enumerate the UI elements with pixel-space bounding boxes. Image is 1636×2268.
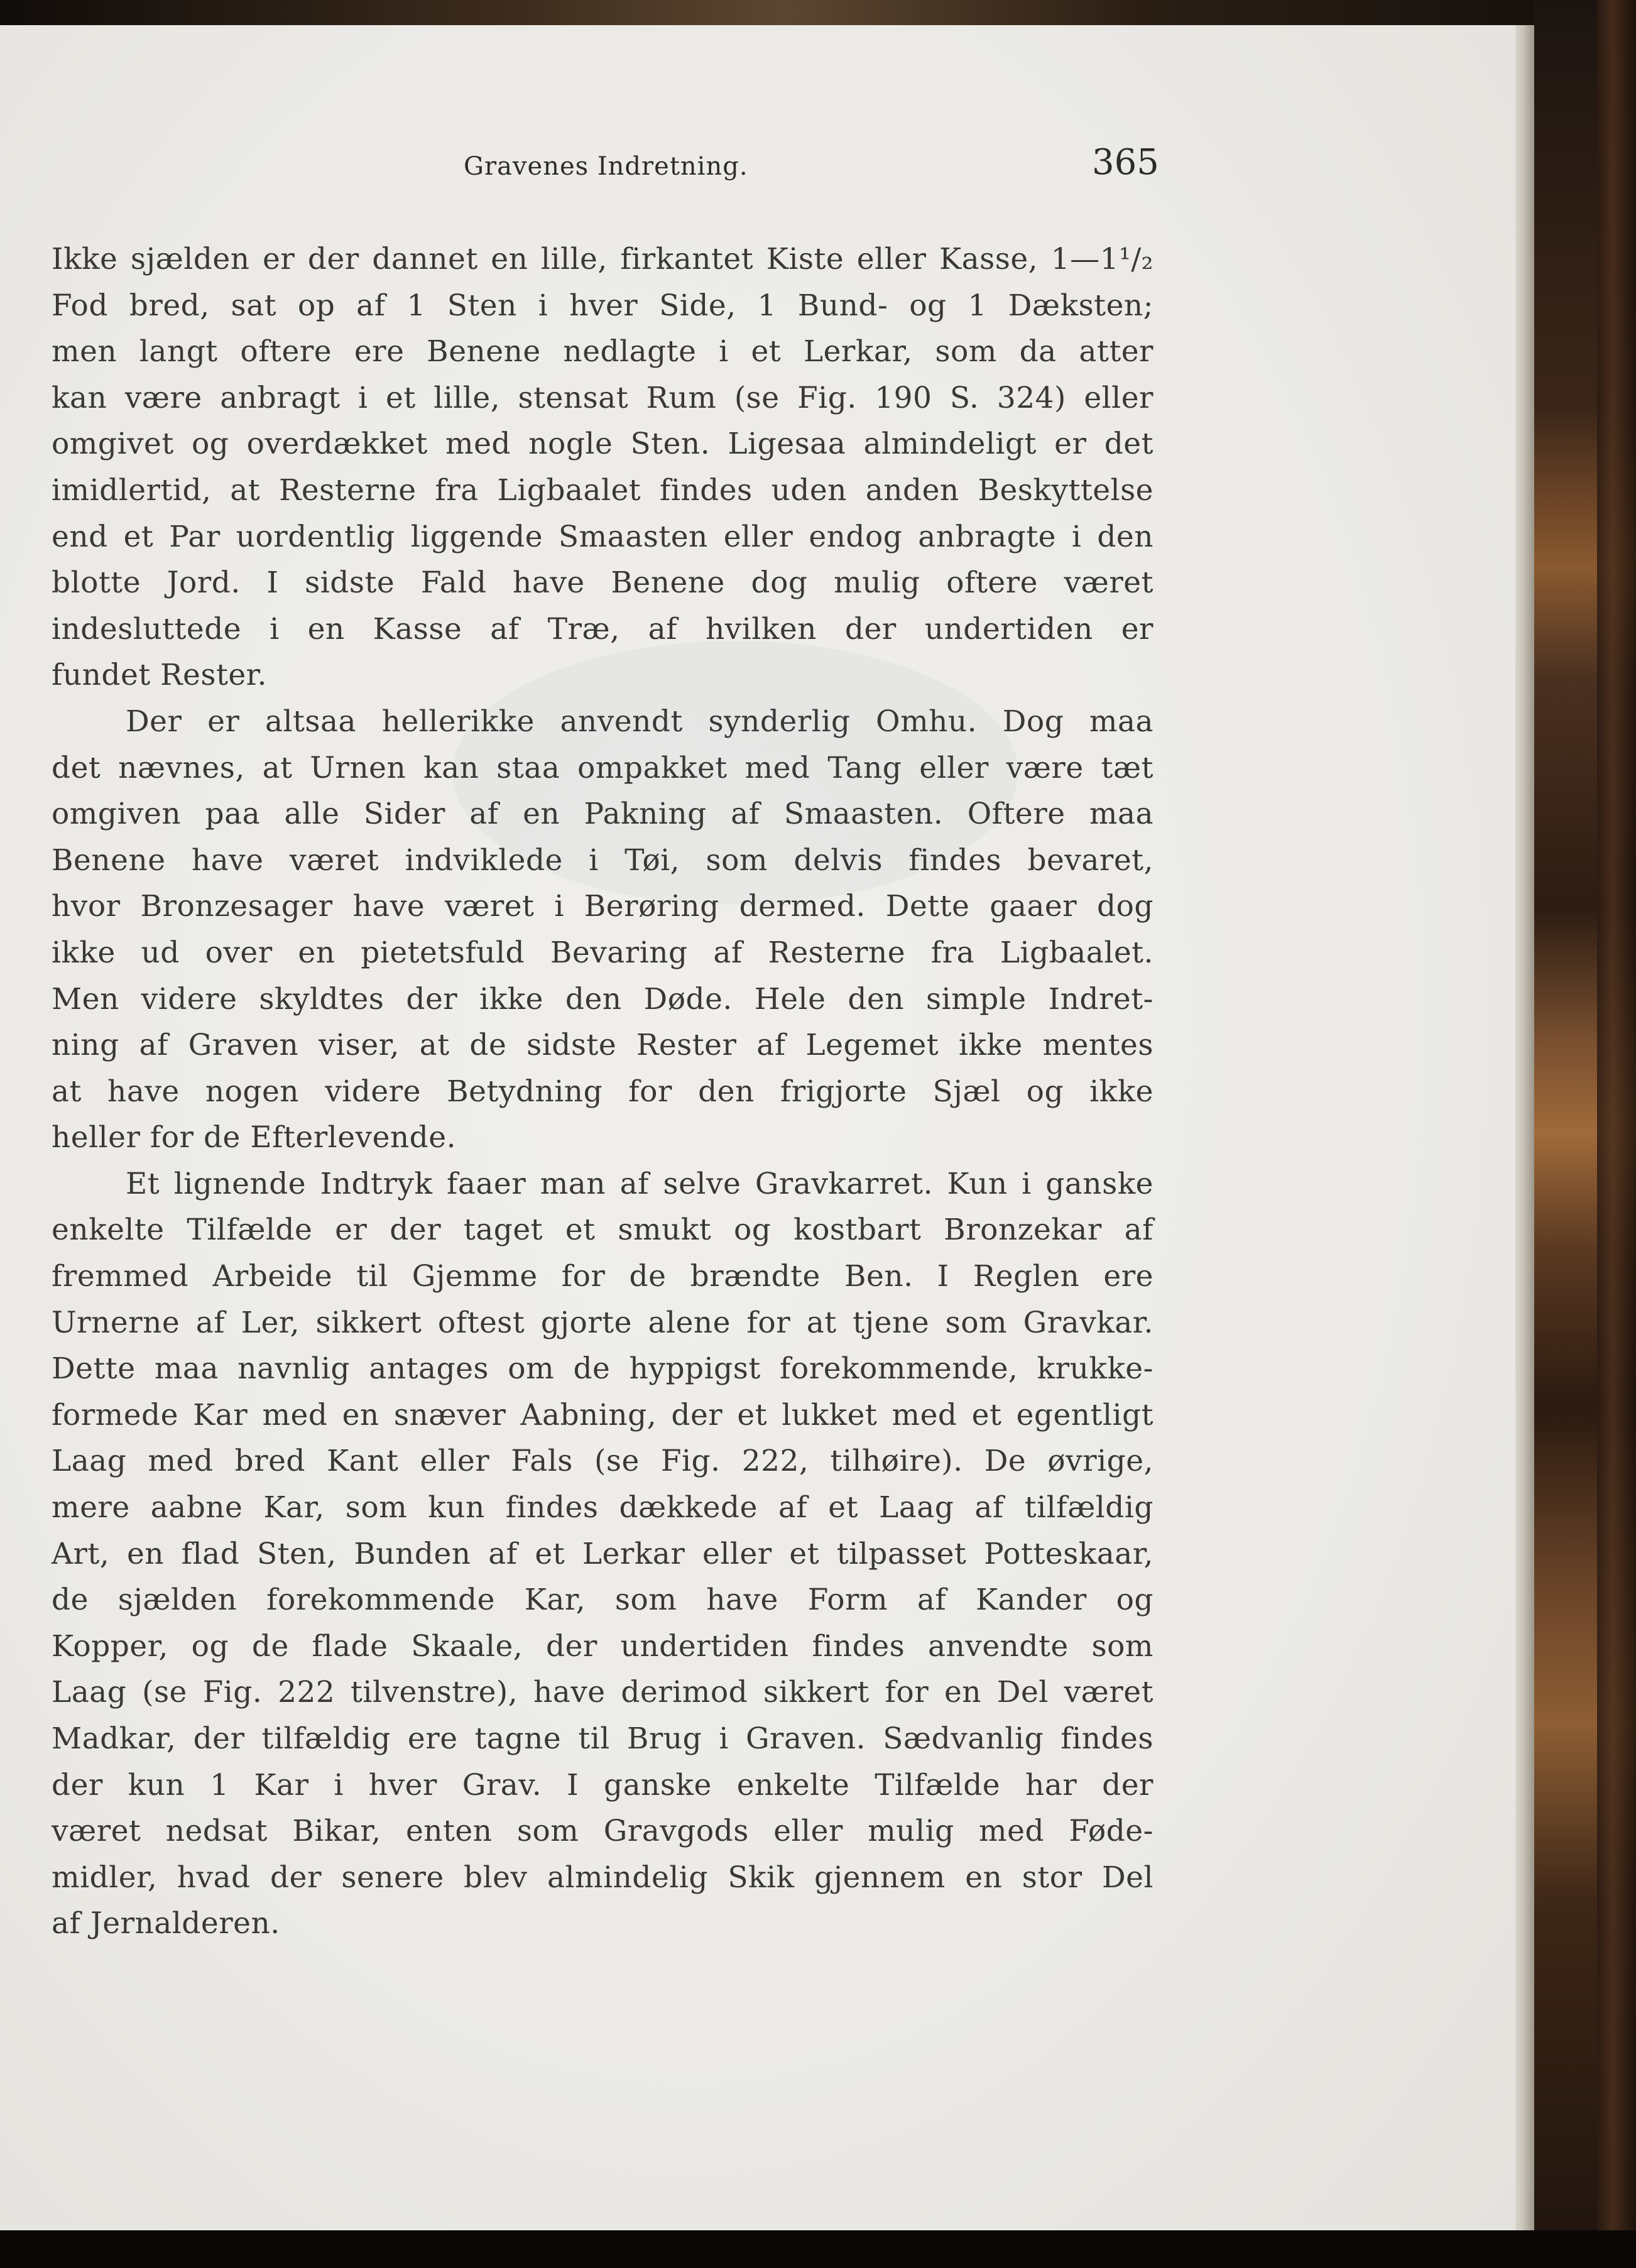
page-number: 365 <box>1092 142 1159 183</box>
text-line: indesluttede i en Kasse af Træ, af hvilken der undertiden er <box>52 611 1153 646</box>
text-line: ikke ud over en pietetsfuld Bevaring af Resterne fra Ligbaalet. <box>52 935 1153 970</box>
text-line: formede Kar med en snæver Aabning, der et lukket med et egentligt <box>52 1397 1153 1432</box>
text-line: fundet Rester. <box>52 658 267 693</box>
text-line: der kun 1 Kar i hver Grav. I ganske enkelte Tilfælde har der <box>52 1767 1153 1802</box>
text-line: Der er altsaa hellerikke anvendt synderlig Omhu. Dog maa <box>126 704 1153 739</box>
text-line: blotte Jord. I sidste Fald have Benene dog mulig oftere været <box>52 565 1153 601</box>
text-line: omgiven paa alle Sider af en Pakning af Smaasten. Oftere maa <box>52 797 1153 832</box>
text-line: men langt oftere ere Benene nedlagte i et Lerkar, som da atter <box>52 334 1153 369</box>
bottom-scan-border <box>0 2230 1636 2268</box>
text-line: Art, en flad Sten, Bunden af et Lerkar eller et tilpasset Potteskaar, <box>52 1536 1153 1571</box>
text-line: heller for de Efterlevende. <box>52 1120 457 1155</box>
text-line: Benene have været indviklede i Tøi, som delvis findes bevaret, <box>52 842 1153 878</box>
text-line: været nedsat Bikar, enten som Gravgods eller mulig med Føde- <box>52 1814 1153 1849</box>
text-line: Dette maa navnlig antages om de hyppigst forekommende, krukke- <box>52 1351 1153 1387</box>
book-spine <box>1597 0 1636 2268</box>
text-line: det nævnes, at Urnen kan staa ompakket med Tang eller være tæt <box>52 750 1153 785</box>
text-line: omgivet og overdækket med nogle Sten. Ligesaa almindeligt er det <box>52 427 1153 462</box>
text-line: Laag med bred Kant eller Fals (se Fig. 222, tilhøire). De øvrige, <box>52 1444 1153 1479</box>
text-line: midler, hvad der senere blev almindelig Skik gjennem en stor Del <box>52 1860 1153 1895</box>
text-line: Ikke sjælden er der dannet en lille, firkantet Kiste eller Kasse, 1—1¹/₂ <box>52 242 1153 276</box>
text-line: Madkar, der tilfældig ere tagne til Brug i Graven. Sædvanlig findes <box>52 1721 1153 1756</box>
text-line: ning af Graven viser, at de sidste Rester af Legemet ikke mentes <box>52 1028 1153 1063</box>
text-line: Men videre skyldtes der ikke den Døde. Hele den simple Indret- <box>52 981 1153 1017</box>
text-line: Laag (se Fig. 222 tilvenstre), have derimod sikkert for en Del været <box>52 1675 1153 1710</box>
text-line: af Jernalderen. <box>52 1906 280 1941</box>
text-line: mere aabne Kar, som kun findes dækkede af et Laag af tilfældig <box>52 1490 1153 1525</box>
text-line: imidlertid, at Resterne fra Ligbaalet findes uden anden Beskyttelse <box>52 472 1153 508</box>
top-scan-border <box>0 0 1636 25</box>
text-line: hvor Bronzesager have været i Berøring dermed. Dette gaaer dog <box>52 889 1153 924</box>
text-line: Fod bred, sat op af 1 Sten i hver Side, 1 Bund- og 1 Dæksten; <box>52 288 1153 323</box>
text-line: fremmed Arbeide til Gjemme for de brændte Ben. I Reglen ere <box>52 1259 1153 1294</box>
text-line: end et Par uordentlig liggende Smaasten eller endog anbragte i den <box>52 519 1153 554</box>
text-line: at have nogen videre Betydning for den frigjorte Sjæl og ikke <box>52 1074 1153 1109</box>
text-line: enkelte Tilfælde er der taget et smukt og kostbart Bronzekar af <box>52 1213 1153 1248</box>
text-line: de sjælden forekommende Kar, som have Form af Kander og <box>52 1583 1153 1618</box>
running-header: Gravenes Indretning. <box>464 152 748 181</box>
text-line: Et lignende Indtryk faaer man af selve Gravkarret. Kun i ganske <box>126 1166 1153 1201</box>
page-edge <box>1515 25 1534 2230</box>
text-line: kan være anbragt i et lille, stensat Rum (se Fig. 190 S. 324) eller <box>52 380 1153 415</box>
text-line: Urnerne af Ler, sikkert oftest gjorte alene for at tjene som Gravkar. <box>52 1305 1153 1340</box>
text-line: Kopper, og de flade Skaale, der undertiden findes anvendte som <box>52 1628 1153 1664</box>
body-text <box>52 236 1153 1947</box>
